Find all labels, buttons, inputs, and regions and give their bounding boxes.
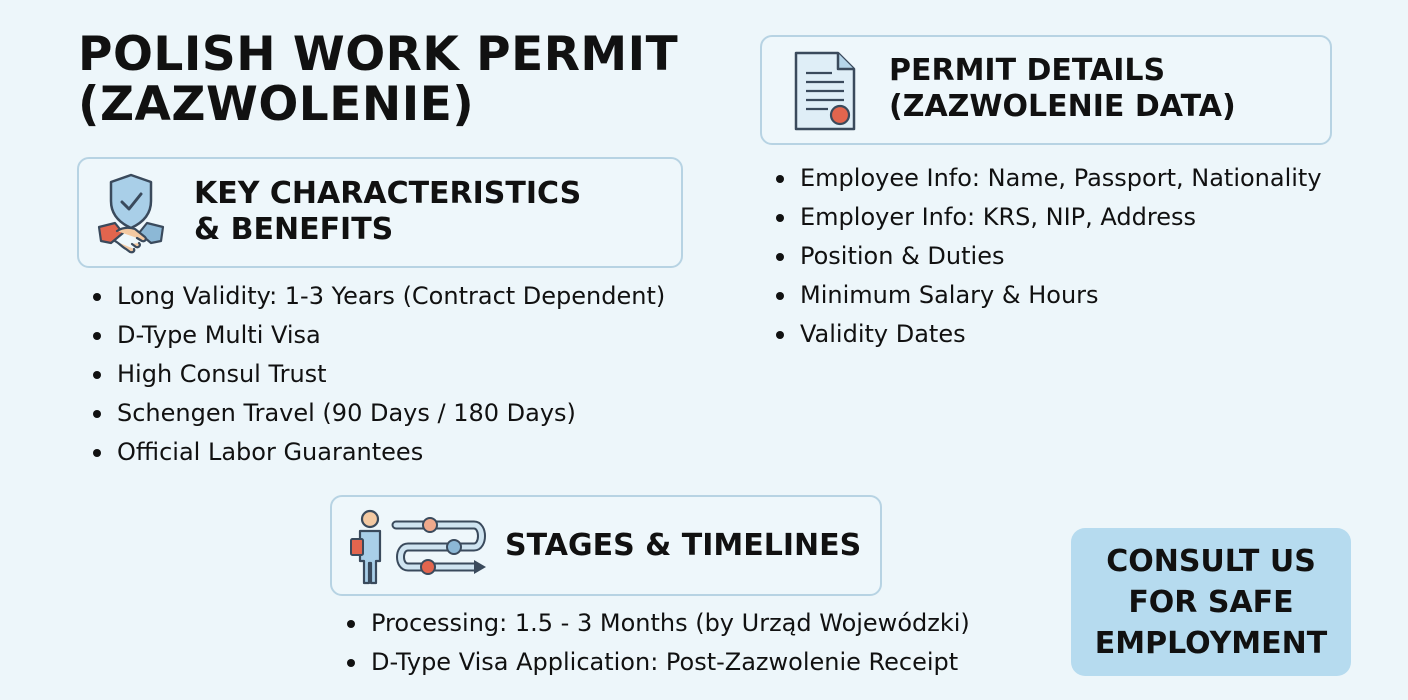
list-item: Minimum Salary & Hours	[776, 276, 1322, 315]
list-item: D-Type Visa Application: Post-Zazwolenie Receipt	[347, 643, 970, 682]
stages-timelines-card	[330, 495, 882, 596]
list-item: Employer Info: KRS, NIP, Address	[776, 198, 1322, 237]
list-item: Validity Dates	[776, 315, 1322, 354]
permit-details-list	[776, 159, 1322, 354]
stages-timelines-list	[347, 604, 970, 682]
cta-line-3: EMPLOYMENT	[1094, 625, 1328, 661]
key-characteristics-list	[93, 277, 665, 472]
list-item: Employee Info: Name, Passport, Nationality	[776, 159, 1322, 198]
list-item: Processing: 1.5 - 3 Months (by Urząd Wojewódzki)	[347, 604, 970, 643]
document-seal-icon	[792, 49, 858, 133]
page-title-line-1: POLISH WORK PERMIT	[78, 27, 679, 82]
consult-us-button[interactable]	[1071, 528, 1351, 676]
key-characteristics-card	[77, 157, 683, 268]
page-title-line-2: (ZAZWOLENIE)	[78, 77, 475, 132]
page-title	[78, 27, 679, 132]
key-characteristics-heading: KEY CHARACTERISTICS & BENEFITS	[194, 176, 582, 247]
cta-line-1: CONSULT US	[1106, 543, 1316, 579]
cta-line-2: FOR SAFE	[1128, 584, 1294, 620]
list-item: Official Labor Guarantees	[93, 433, 665, 472]
permit-details-heading: PERMIT DETAILS (ZAZWOLENIE DATA)	[889, 53, 1236, 124]
list-item: Schengen Travel (90 Days / 180 Days)	[93, 394, 665, 433]
shield-handshake-icon	[93, 171, 169, 257]
list-item: D-Type Multi Visa	[93, 316, 665, 355]
stages-timelines-heading: STAGES & TIMELINES	[505, 528, 862, 563]
list-item: Position & Duties	[776, 237, 1322, 276]
list-item: Long Validity: 1-3 Years (Contract Dependent)	[93, 277, 665, 316]
permit-details-card	[760, 35, 1332, 145]
list-item: High Consul Trust	[93, 355, 665, 394]
person-timeline-icon	[346, 509, 488, 585]
